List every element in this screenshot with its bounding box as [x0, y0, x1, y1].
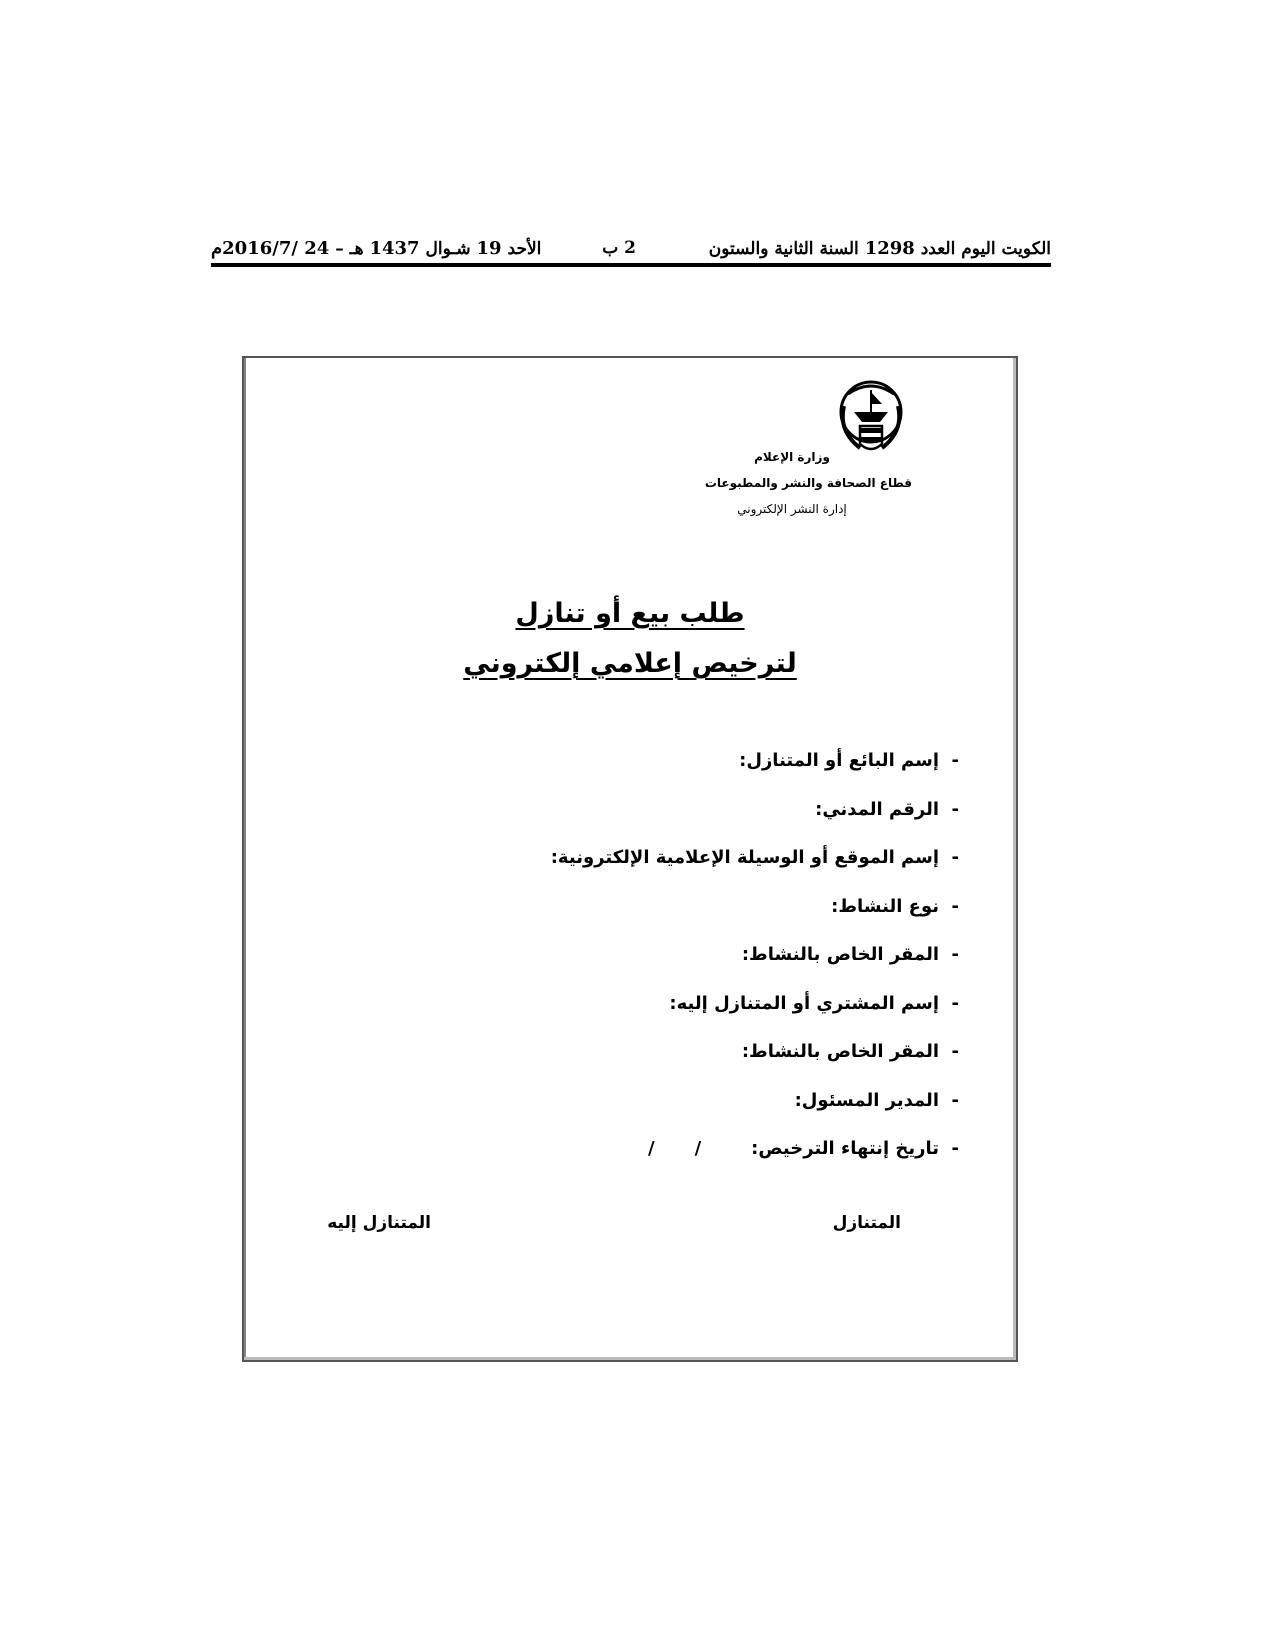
hijri-suffix: هـ – — [335, 239, 364, 259]
field-license-expiry: -تاريخ إنتهاء الترخيص:// — [439, 1138, 959, 1187]
signature-assignor: المتنازل — [832, 1213, 901, 1233]
form-title-line1: طلب بيع أو تنازل — [515, 598, 745, 629]
field-label: إسم الموقع أو الوسيلة الإعلامية الإلكترونية: — [550, 847, 939, 868]
field-label: نوع النشاط: — [831, 895, 939, 917]
field-activity-address: -المقر الخاص بالنشاط: — [741, 944, 959, 965]
department-name: إدارة النشر الإلكتروني — [737, 502, 847, 516]
hijri-year: 1437 — [369, 238, 420, 259]
gregorian-date: 24 /2016/7م — [211, 238, 330, 259]
year-text: السنة الثانية والستون — [708, 239, 859, 259]
field-activity-type: -نوع النشاط: — [831, 895, 959, 917]
header-rule — [211, 263, 1051, 267]
field-buyer-activity-address: -المقر الخاص بالنشاط: — [741, 1041, 959, 1062]
month-name: شـوال — [425, 239, 471, 259]
header-date — [211, 238, 541, 259]
gazette-header — [211, 234, 1051, 264]
date-slash: / — [694, 1138, 702, 1159]
issue-number: 1298 — [864, 238, 915, 259]
date-slash: / — [648, 1138, 655, 1159]
header-publication — [709, 238, 1051, 259]
form-fields — [439, 750, 959, 1187]
date-placeholder — [608, 1138, 701, 1159]
field-responsible-manager: -المدير المسئول: — [794, 1089, 959, 1111]
field-label: المقر الخاص بالنشاط: — [741, 944, 939, 965]
field-label: إسم البائع أو المتنازل: — [739, 750, 939, 771]
day-name: الأحد — [507, 239, 542, 259]
field-label: تاريخ إنتهاء الترخيص: — [751, 1138, 939, 1159]
letterhead — [672, 444, 912, 522]
publication-name: الكويت اليوم العدد — [920, 239, 1051, 259]
field-label: الرقم المدني: — [815, 798, 939, 820]
field-label: إسم المشتري أو المتنازل إليه: — [669, 992, 939, 1014]
field-civil-id: -الرقم المدني: — [815, 798, 959, 820]
field-buyer-name: -إسم المشتري أو المتنازل إليه: — [669, 992, 959, 1014]
day-number: 19 — [476, 238, 502, 259]
form-title-line2: لترخيص إعلامي إلكتروني — [463, 648, 797, 679]
page-number: 2 ب — [602, 238, 636, 258]
signature-assignee: المتنازل إليه — [327, 1213, 431, 1233]
field-seller-name: -إسم البائع أو المتنازل: — [739, 750, 959, 771]
field-label: المدير المسئول: — [794, 1089, 939, 1111]
sector-name: قطاع الصحافة والنشر والمطبوعات — [704, 476, 912, 490]
field-site-name: -إسم الموقع أو الوسيلة الإعلامية الإلكترونية: — [550, 847, 959, 868]
ministry-name: وزارة الإعلام — [754, 450, 830, 464]
field-label: المقر الخاص بالنشاط: — [741, 1041, 939, 1062]
